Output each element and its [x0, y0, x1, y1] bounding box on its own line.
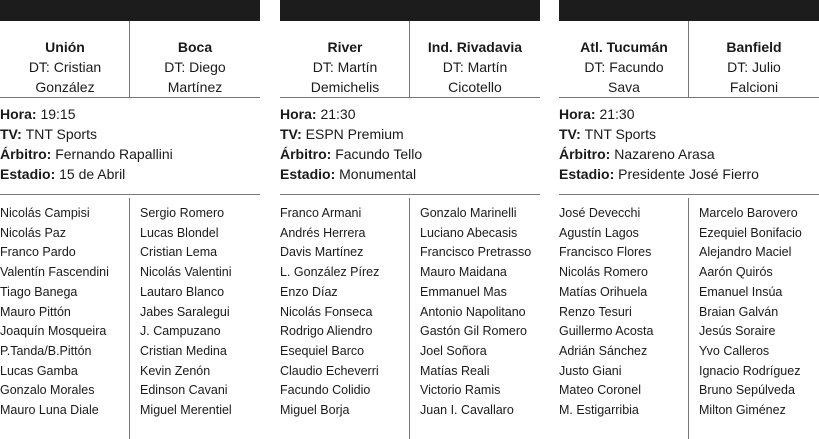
player-name: Facundo Colidio: [280, 383, 371, 398]
referee-row-label: Árbitro:: [559, 146, 615, 162]
player-name: Esequiel Barco: [280, 343, 365, 358]
stadium-row: [280, 164, 540, 184]
player-name: Mauro Maidana: [420, 265, 507, 280]
coach-label: DT:: [28, 59, 54, 75]
lineup-away: [140, 198, 260, 439]
referee-row-value: Nazareno Arasa: [614, 146, 715, 162]
lineups: [559, 198, 819, 439]
teams-header: [280, 21, 540, 98]
player-name: Matías Orihuela: [559, 284, 648, 299]
player-name: Sergio Romero: [140, 206, 225, 220]
player-name: Edinson Cavani: [140, 383, 228, 398]
match-card: [280, 0, 540, 439]
tv-row-label: TV:: [280, 126, 306, 142]
time-row-value: 19:15: [40, 106, 76, 122]
player-name: Victorio Ramis: [420, 383, 501, 398]
player-name: Mateo Coronel: [559, 383, 641, 398]
stadium-row-label: Estadio:: [559, 166, 619, 182]
time-row-value: 21:30: [599, 106, 635, 122]
coach-first-name: Martín: [337, 59, 378, 75]
coach-last-name: Falcioni: [729, 79, 779, 95]
match-card: [0, 0, 260, 439]
player-name: Tiago Banega: [0, 284, 78, 299]
coach-last-name: Cicotello: [448, 79, 502, 95]
player-name: Agustín Lagos: [559, 225, 639, 240]
player-name: Gonzalo Marinelli: [420, 206, 517, 220]
player-name: Francisco Flores: [559, 245, 652, 260]
time-row-label: Hora:: [280, 106, 321, 122]
stadium-row-value: Monumental: [339, 166, 417, 182]
player-name: Ezequiel Bonifacio: [699, 225, 802, 240]
player-name: Emmanuel Mas: [420, 284, 507, 299]
player-name: Milton Giménez: [699, 403, 786, 418]
stadium-row-value: Presidente José Fierro: [618, 166, 759, 182]
coach-last-name: Sava: [608, 79, 640, 95]
player-name: Luciano Abecasis: [420, 225, 518, 240]
player-name: Aarón Quirós: [699, 265, 773, 280]
lineup-away: [420, 198, 540, 439]
player-name: Antonio Napolitano: [420, 304, 526, 319]
player-name: Gonzalo Morales: [0, 383, 95, 398]
coach-line: [280, 57, 410, 77]
teams-header: [559, 21, 819, 98]
player-name: Kevin Zenón: [140, 363, 211, 378]
player-name: Nicolás Romero: [559, 265, 648, 280]
coach-first-name: Facundo: [609, 59, 664, 75]
player-name: Jesús Soraire: [699, 324, 776, 339]
player-name: Claudio Echeverri: [280, 363, 379, 378]
player-name: Francisco Pretrasso: [420, 245, 532, 260]
player-name: Joel Soñora: [420, 343, 487, 358]
player-name: Justo Giani: [559, 363, 622, 378]
team-away: [689, 21, 819, 97]
player-name: Yvo Calleros: [699, 343, 770, 358]
coach-first-name: Diego: [189, 59, 226, 75]
time-row: [559, 104, 819, 124]
coach-line: [130, 57, 260, 77]
referee-row-label: Árbitro:: [0, 146, 56, 162]
player-name: Enzo Díaz: [280, 284, 338, 299]
team-away: [410, 21, 540, 97]
divider: [129, 198, 130, 439]
stadium-row-label: Estadio:: [0, 166, 60, 182]
tv-row: [559, 124, 819, 144]
team-home: [559, 21, 689, 97]
player-name: Ignacio Rodríguez: [699, 363, 801, 378]
player-name: Mauro Pittón: [0, 304, 71, 319]
team-name: Ind. Rivadavia: [427, 39, 523, 55]
player-name: M. Estigarribia: [559, 403, 639, 418]
player-name: Adrián Sánchez: [559, 343, 648, 358]
coach-label: DT:: [584, 59, 610, 75]
player-name: Nicolás Valentini: [140, 265, 232, 280]
player-name: Nicolás Fonseca: [280, 304, 373, 319]
player-name: Lucas Gamba: [0, 363, 78, 378]
lineup-away: [699, 198, 819, 439]
player-name: Cristian Lema: [140, 245, 218, 260]
player-name: Braian Galván: [699, 304, 779, 319]
coach-last-name: González: [35, 79, 95, 95]
team-name: River: [327, 39, 363, 55]
coach-line: [689, 57, 819, 77]
coach-last-name: Martínez: [167, 79, 223, 95]
referee-row-label: Árbitro:: [280, 146, 336, 162]
player-name: P.Tanda/B.Pittón: [0, 343, 92, 358]
match-card: [559, 0, 819, 439]
team-name: Unión: [45, 39, 85, 55]
tv-row-value: TNT Sports: [584, 126, 656, 142]
match-info: [0, 104, 260, 195]
player-name: José Devecchi: [559, 206, 641, 220]
tv-row: [0, 124, 260, 144]
lineup-home: [559, 198, 689, 439]
tv-row: [280, 124, 540, 144]
player-name: Bruno Sepúlveda: [699, 383, 795, 398]
coach-line: [0, 57, 130, 77]
player-name: Guillermo Acosta: [559, 324, 654, 339]
referee-row-value: Facundo Tello: [335, 146, 423, 162]
player-name: Gastón Gil Romero: [420, 324, 527, 339]
lineups: [280, 198, 540, 439]
time-row: [0, 104, 260, 124]
tv-row-label: TV:: [559, 126, 585, 142]
teams-header: [0, 21, 260, 98]
player-name: Miguel Borja: [280, 403, 350, 418]
player-name: Franco Armani: [280, 206, 362, 220]
player-name: Nicolás Paz: [0, 225, 66, 240]
player-name: Lucas Blondel: [140, 225, 219, 240]
team-home: [0, 21, 130, 97]
coach-line: [559, 57, 689, 77]
tv-row-value: TNT Sports: [25, 126, 97, 142]
referee-row-value: Fernando Rapallini: [55, 146, 173, 162]
stadium-row: [0, 164, 260, 184]
stadium-row-label: Estadio:: [280, 166, 340, 182]
player-name: Juan I. Cavallaro: [420, 403, 514, 418]
coach-first-name: Cristian: [53, 59, 102, 75]
stadium-row: [559, 164, 819, 184]
coach-label: DT:: [727, 59, 753, 75]
time-row-label: Hora:: [559, 106, 600, 122]
player-name: Davis Martínez: [280, 245, 364, 260]
team-home: [280, 21, 410, 97]
player-name: Mauro Luna Diale: [0, 403, 99, 418]
time-row: [280, 104, 540, 124]
referee-row: [0, 144, 260, 164]
player-name: Marcelo Barovero: [699, 206, 798, 220]
lineups: [0, 198, 260, 439]
player-name: Lautaro Blanco: [140, 284, 225, 299]
time-row-value: 21:30: [320, 106, 356, 122]
divider: [409, 198, 410, 439]
match-info: [280, 104, 540, 195]
player-name: Renzo Tesuri: [559, 304, 632, 319]
tv-row-value: ESPN Premium: [305, 126, 404, 142]
lineup-home: [280, 198, 410, 439]
team-name: Boca: [177, 39, 213, 55]
coach-label: DT:: [442, 59, 468, 75]
player-name: Rodrigo Aliendro: [280, 324, 373, 339]
player-name: Alejandro Maciel: [699, 245, 792, 260]
coach-last-name: Demichelis: [310, 79, 380, 95]
team-name: Banfield: [726, 39, 782, 55]
tv-row-label: TV:: [0, 126, 26, 142]
coach-first-name: Julio: [752, 59, 781, 75]
header-bar: [280, 0, 540, 21]
player-name: Franco Pardo: [0, 245, 76, 260]
player-name: Nicolás Campisi: [0, 206, 90, 220]
player-name: J. Campuzano: [140, 324, 221, 339]
player-name: Joaquín Mosqueira: [0, 324, 107, 339]
team-name: Atl. Tucumán: [580, 39, 668, 55]
coach-line: [410, 57, 540, 77]
player-name: Matías Reali: [420, 363, 490, 378]
player-name: Jabes Saralegui: [140, 304, 230, 319]
header-bar: [0, 0, 260, 21]
player-name: Miguel Merentiel: [140, 403, 232, 418]
time-row-label: Hora:: [0, 106, 41, 122]
lineup-home: [0, 198, 130, 439]
coach-label: DT:: [312, 59, 338, 75]
coach-first-name: Martín: [467, 59, 508, 75]
stadium-row-value: 15 de Abril: [59, 166, 126, 182]
header-bar: [559, 0, 819, 21]
player-name: Emanuel Insúa: [699, 284, 783, 299]
coach-label: DT:: [164, 59, 190, 75]
referee-row: [559, 144, 819, 164]
player-name: Andrés Herrera: [280, 225, 366, 240]
match-info: [559, 104, 819, 195]
team-away: [130, 21, 260, 97]
player-name: L. González Pírez: [280, 265, 380, 280]
divider: [688, 198, 689, 439]
player-name: Cristian Medina: [140, 343, 227, 358]
referee-row: [280, 144, 540, 164]
player-name: Valentín Fascendini: [0, 265, 109, 280]
